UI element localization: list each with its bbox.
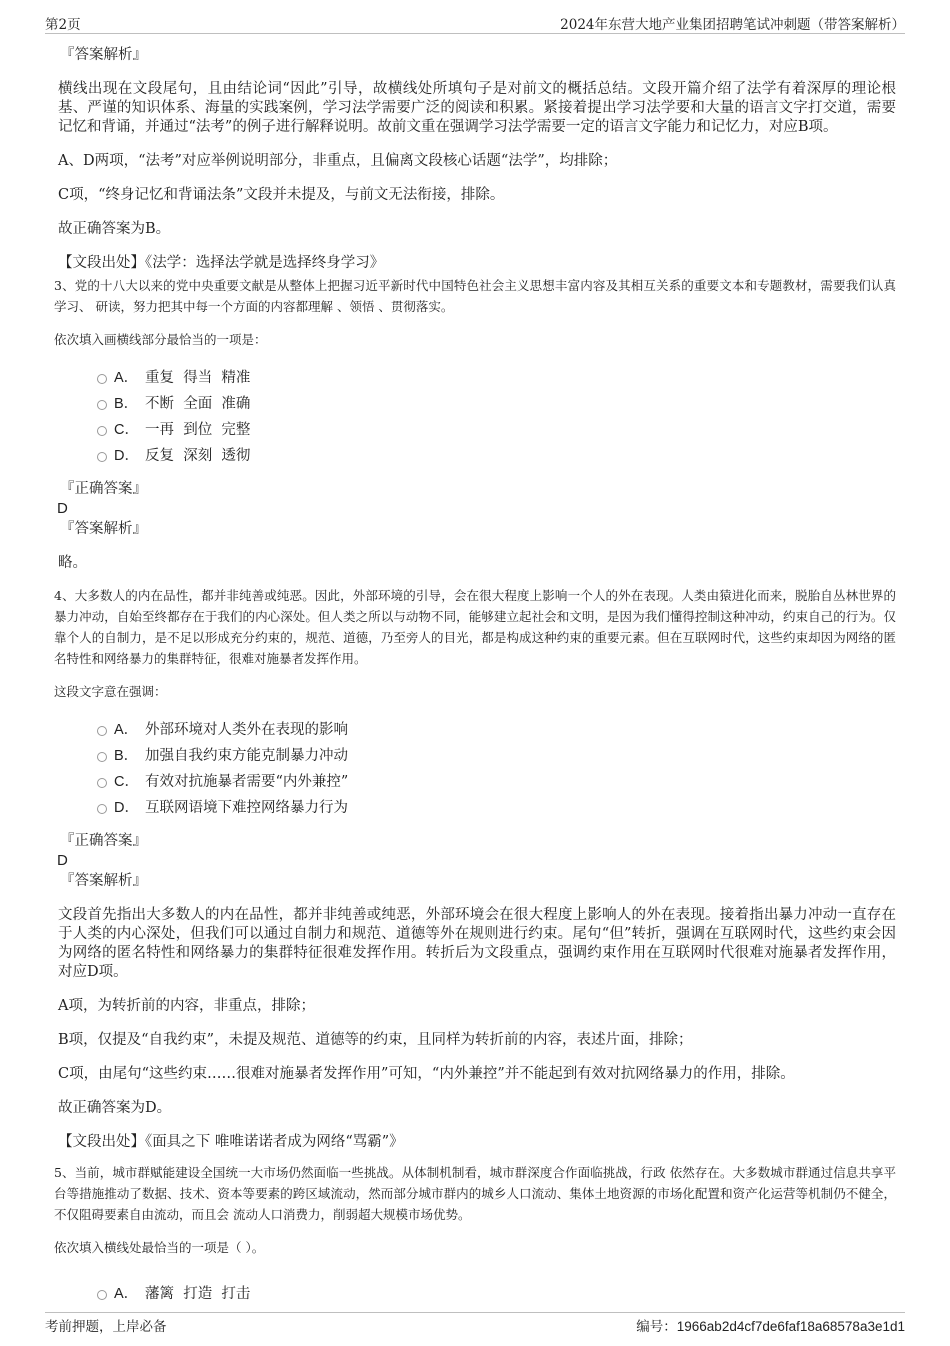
- q3-option-c[interactable]: C． 一再 到位 完整: [54, 418, 896, 444]
- radio-icon[interactable]: [97, 426, 107, 436]
- q4-analysis-label: 『答案解析』: [60, 873, 147, 889]
- q4-conclusion: 故正确答案为D。: [58, 1100, 172, 1116]
- q4-option-d[interactable]: D． 互联网语境下难控网络暴力行为: [54, 796, 896, 822]
- q2-conclusion: 故正确答案为B。: [58, 221, 171, 237]
- document-body: [54, 40, 896, 1308]
- q3-analysis-label: 『答案解析』: [60, 521, 147, 537]
- q4-option-c[interactable]: C． 有效对抗施暴者需要“内外兼控”: [54, 770, 896, 796]
- q3-option-a[interactable]: A． 重复 得当 精准: [54, 366, 896, 392]
- q5-prompt: 依次填入横线处最恰当的一项是（ ）。: [54, 1240, 265, 1255]
- radio-icon[interactable]: [97, 374, 107, 384]
- q4-option-b[interactable]: B． 加强自我约束方能克制暴力冲动: [54, 744, 896, 770]
- page-header: [45, 0, 905, 34]
- q4-option-a[interactable]: A． 外部环境对人类外在表现的影响: [54, 718, 896, 744]
- q4-answer-label: 『正确答案』: [60, 833, 147, 849]
- q4-prompt: 这段文字意在强调：: [54, 684, 167, 699]
- q3-prompt: 依次填入画横线部分最恰当的一项是：: [54, 332, 267, 347]
- q4-analysis-a: A项，为转折前的内容，非重点，排除；: [58, 998, 315, 1014]
- q3-stem: 3、党的十八大以来的党中央重要文献是从整体上把握习近平新时代中国特色社会主义思想丰富内容及其相互关系的重要文本和专题教材，需要我们认真学习、 研读，努力把其中每一个方面的内容都理解 、领悟 、贯彻落实。: [54, 278, 896, 314]
- q3-analysis: 略。: [58, 555, 87, 571]
- radio-icon[interactable]: [97, 752, 107, 762]
- page-footer: [45, 1312, 905, 1346]
- document-id: [636, 1315, 905, 1335]
- q2-analysis: 横线出现在文段尾句，且由结论词“因此”引导，故横线处所填句子是对前文的概括总结。文段开篇介绍了法学有着深厚的理论根基、严谨的知识体系、海量的实践案例，学习法学需要广泛的阅读和积累。紧接着提出学习法学要和大量的语言文字打交道，需要记忆和背诵，并通过“法考”的例子进行解释说明。故前文重在强调学习法学需要一定的语言文字能力和记忆力，对应B项。: [58, 81, 896, 135]
- radio-icon[interactable]: [97, 804, 107, 814]
- q3-answer: D: [57, 500, 68, 517]
- q5-option-a[interactable]: A． 藩篱 打造 打击: [54, 1282, 896, 1308]
- q4-stem: 4、大多数人的内在品性，都并非纯善或纯恶。因此，外部环境的引导，会在很大程度上影响一个人的外在表现。人类由猿进化而来，脱胎自丛林世界的暴力冲动，自始至终都存在于我们的内心深处。但人类之所以与动物不同，能够建立起社会和文明，是因为我们懂得控制这种冲动，约束自己的行为。仅靠个人的自制力，是不足以形成充分约束的，规范、道德，乃至旁人的目光，都是构成这种约束的重要元素。但在互联网时代，这些约束却因为网络的匿名特性和网络暴力的集群特征，很难对施暴者发挥作用。: [54, 588, 896, 666]
- q2-analysis-ad: A、D两项，“法考”对应举例说明部分，非重点，且偏离文段核心话题“法学”，均排除；: [58, 153, 618, 169]
- document-title: 2024年东营大地产业集团招聘笔试冲刺题（带答案解析）: [560, 17, 905, 33]
- document-id-code: 1966ab2d4cf7de6faf18a68578a3e1d1: [676, 1319, 905, 1334]
- document-id-label: 编号：: [636, 1319, 677, 1335]
- q5-options: [54, 1282, 896, 1308]
- radio-icon[interactable]: [97, 400, 107, 410]
- q3-options: [54, 366, 896, 470]
- q4-source: 【文段出处】《面具之下 唯唯诺诺者成为网络“骂霸”》: [58, 1134, 404, 1150]
- q4-options: [54, 718, 896, 822]
- page-number: 第2页: [45, 17, 81, 33]
- radio-icon[interactable]: [97, 778, 107, 788]
- q4-analysis: 文段首先指出大多数人的内在品性，都并非纯善或纯恶，外部环境会在很大程度上影响人的外在表现。接着指出暴力冲动一直存在于人类的内心深处，但我们可以通过自制力和规范、道德等外在规则进行约束。尾句“但”转折，强调在互联网时代，这些约束会因为网络的匿名特性和网络暴力的集群特征很难发挥作用。转折后为文段重点，强调约束作用在互联网时代很难对施暴者发挥作用，对应D项。: [58, 907, 896, 980]
- radio-icon[interactable]: [97, 726, 107, 736]
- radio-icon[interactable]: [97, 452, 107, 462]
- q3-answer-label: 『正确答案』: [60, 481, 147, 497]
- q4-analysis-b: B项，仅提及“自我约束”，未提及规范、道德等的约束，且同样为转折前的内容，表述片面，排除；: [58, 1032, 693, 1048]
- q4-analysis-c: C项，由尾句“这些约束……很难对施暴者发挥作用”可知，“内外兼控”并不能起到有效对抗网络暴力的作用，排除。: [58, 1066, 795, 1082]
- footer-slogan: 考前押题，上岸必备: [45, 1319, 167, 1335]
- q3-option-d[interactable]: D． 反复 深刻 透彻: [54, 444, 896, 470]
- q5-stem: 5、当前，城市群赋能建设全国统一大市场仍然面临一些挑战。从体制机制看，城市群深度合作面临挑战，行政 依然存在。大多数城市群通过信息共享平台等措施推动了数据、技术、资本等要素的跨区域流动，然而部分城市群内的城乡人口流动、集体土地资源的市场化配置和资产化运营等机制仍不健全，不仅阻碍要素自由流动，而且会 流动人口消费力，削弱超大规模市场优势。: [54, 1165, 896, 1222]
- q3-option-b[interactable]: B． 不断 全面 准确: [54, 392, 896, 418]
- q2-analysis-label: 『答案解析』: [60, 47, 147, 63]
- q2-source: 【文段出处】《法学：选择法学就是选择终身学习》: [58, 255, 385, 271]
- q2-analysis-c: C项，“终身记忆和背诵法条”文段并未提及，与前文无法衔接，排除。: [58, 187, 505, 203]
- q4-answer: D: [57, 852, 68, 869]
- radio-icon[interactable]: [97, 1290, 107, 1300]
